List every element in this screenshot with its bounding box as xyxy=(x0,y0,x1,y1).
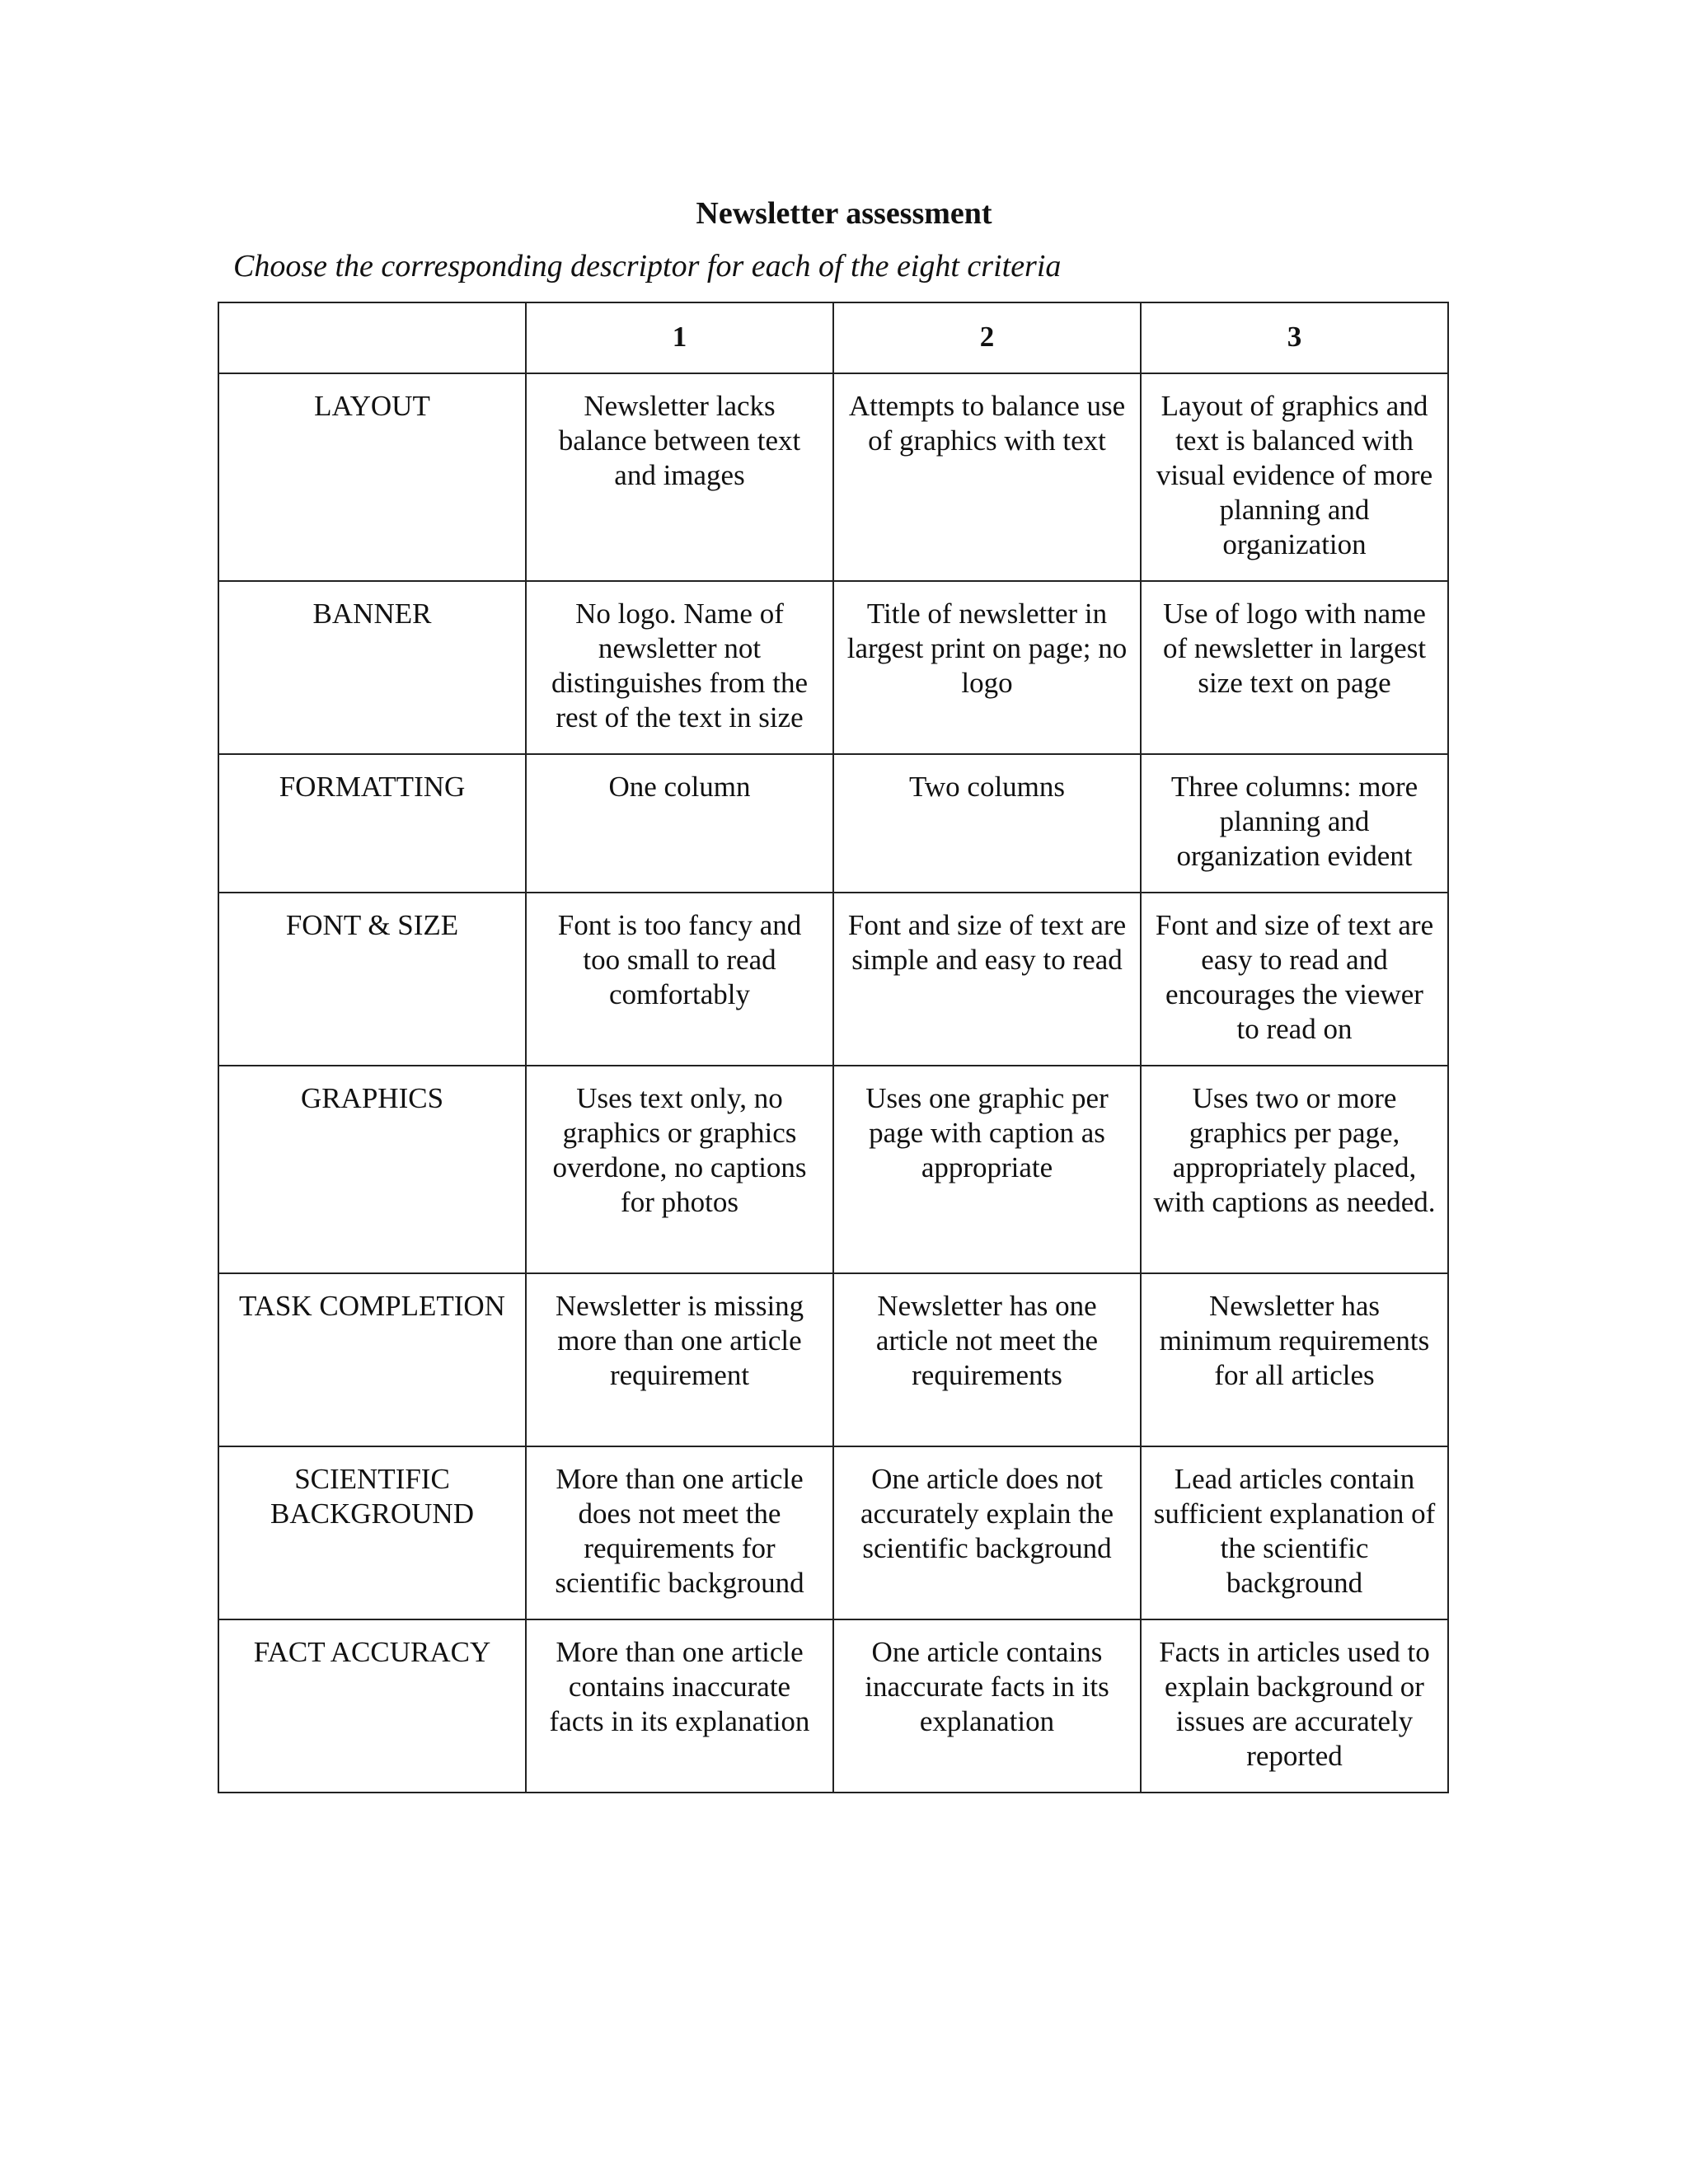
descriptor-cell-level-3: Use of logo with name of newsletter in largest size text on page xyxy=(1141,581,1448,754)
descriptor-cell-level-3: Font and size of text are easy to read and encourages the viewer to read on xyxy=(1141,893,1448,1066)
criterion-cell: GRAPHICS xyxy=(218,1066,526,1273)
table-row-fact-accuracy xyxy=(218,1619,1448,1793)
descriptor-cell-level-2: Two columns xyxy=(833,754,1141,893)
descriptor-cell-level-2: One article contains inaccurate facts in its explanation xyxy=(833,1619,1141,1793)
descriptor-cell-level-3: Layout of graphics and text is balanced with visual evidence of more planning and organization xyxy=(1141,373,1448,581)
criterion-cell: FORMATTING xyxy=(218,754,526,893)
descriptor-cell-level-2: Title of newsletter in largest print on page; no logo xyxy=(833,581,1141,754)
table-row-font-size xyxy=(218,893,1448,1066)
descriptor-cell-level-3: Facts in articles used to explain background or issues are accurately reported xyxy=(1141,1619,1448,1793)
descriptor-cell-level-1: Uses text only, no graphics or graphics overdone, no captions for photos xyxy=(526,1066,833,1273)
descriptor-cell-level-3: Lead articles contain sufficient explanation of the scientific background xyxy=(1141,1446,1448,1619)
table-row-banner xyxy=(218,581,1448,754)
criterion-cell: SCIENTIFIC BACKGROUND xyxy=(218,1446,526,1619)
instructions-subtitle: Choose the corresponding descriptor for each of the eight criteria xyxy=(233,249,1062,284)
criterion-cell: FONT & SIZE xyxy=(218,893,526,1066)
descriptor-cell-level-3: Uses two or more graphics per page, appropriately placed, with captions as needed. xyxy=(1141,1066,1448,1273)
descriptor-cell-level-2: Uses one graphic per page with caption as appropriate xyxy=(833,1066,1141,1273)
descriptor-cell-level-1: Newsletter lacks balance between text and images xyxy=(526,373,833,581)
criterion-cell: LAYOUT xyxy=(218,373,526,581)
descriptor-cell-level-1: One column xyxy=(526,754,833,893)
criterion-cell: BANNER xyxy=(218,581,526,754)
descriptor-cell-level-1: Newsletter is missing more than one article requirement xyxy=(526,1273,833,1446)
descriptor-cell-level-2: Font and size of text are simple and easy to read xyxy=(833,893,1141,1066)
criterion-cell: FACT ACCURACY xyxy=(218,1619,526,1793)
table-row-scientific-background xyxy=(218,1446,1448,1619)
descriptor-cell-level-3: Three columns: more planning and organization evident xyxy=(1141,754,1448,893)
descriptor-cell-level-2: Newsletter has one article not meet the requirements xyxy=(833,1273,1141,1446)
descriptor-cell-level-1: More than one article does not meet the requirements for scientific background xyxy=(526,1446,833,1619)
table-header-row xyxy=(218,302,1448,373)
header-cell-criteria xyxy=(218,302,526,373)
assessment-rubric-table xyxy=(218,302,1449,1793)
table-row-graphics xyxy=(218,1066,1448,1273)
page-title: Newsletter assessment xyxy=(696,196,992,231)
descriptor-cell-level-1: No logo. Name of newsletter not distinguishes from the rest of the text in size xyxy=(526,581,833,754)
descriptor-cell-level-2: One article does not accurately explain the scientific background xyxy=(833,1446,1141,1619)
header-cell-level-2: 2 xyxy=(833,302,1141,373)
table-row-task-completion xyxy=(218,1273,1448,1446)
descriptor-cell-level-3: Newsletter has minimum requirements for all articles xyxy=(1141,1273,1448,1446)
descriptor-cell-level-1: Font is too fancy and too small to read comfortably xyxy=(526,893,833,1066)
descriptor-cell-level-2: Attempts to balance use of graphics with text xyxy=(833,373,1141,581)
header-cell-level-1: 1 xyxy=(526,302,833,373)
table-row-layout xyxy=(218,373,1448,581)
descriptor-cell-level-1: More than one article contains inaccurate facts in its explanation xyxy=(526,1619,833,1793)
criterion-cell: TASK COMPLETION xyxy=(218,1273,526,1446)
header-cell-level-3: 3 xyxy=(1141,302,1448,373)
table-row-formatting xyxy=(218,754,1448,893)
